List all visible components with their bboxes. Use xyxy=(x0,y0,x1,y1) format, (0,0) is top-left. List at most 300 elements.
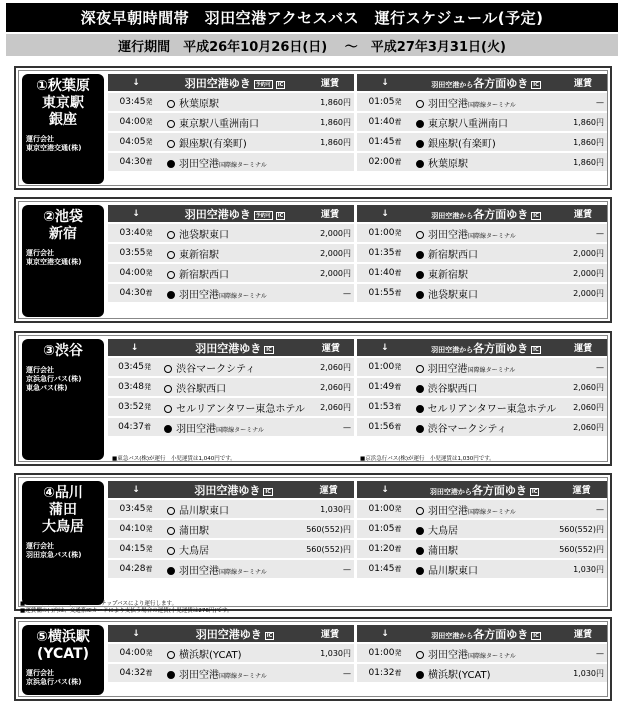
direction-header xyxy=(164,481,303,498)
table-header xyxy=(108,205,354,222)
table-row xyxy=(108,418,354,436)
fare-cell: 2,060円 xyxy=(308,378,354,396)
stop-name: 新宿駅西口 xyxy=(179,269,229,281)
table-row xyxy=(108,398,354,416)
open-circle-icon xyxy=(167,120,175,128)
table-row xyxy=(357,520,607,538)
open-circle-icon xyxy=(164,365,172,373)
fare-cell xyxy=(306,153,354,171)
stop-cell xyxy=(164,153,306,171)
table-row xyxy=(108,540,354,558)
stop-cell xyxy=(164,520,303,538)
table-header xyxy=(357,74,607,91)
stop-name: セルリアンタワー東急ホテル xyxy=(427,403,557,415)
stop-name: 羽田空港 xyxy=(179,158,219,170)
stop-cell xyxy=(413,113,559,131)
stop-cell xyxy=(161,378,308,396)
stop-name: 羽田空港 xyxy=(427,363,468,375)
arrow-header: ↓ xyxy=(108,625,164,642)
fare-cell: — xyxy=(556,500,607,518)
table-row xyxy=(357,418,607,436)
time: 01:05 xyxy=(368,524,395,534)
stop-name: 池袋駅東口 xyxy=(428,289,478,301)
dep-arr-label: 着 xyxy=(145,565,153,573)
from-haneda-table xyxy=(357,203,607,304)
stop-cell xyxy=(413,418,560,436)
arrow-header: ↓ xyxy=(108,339,161,356)
table-row xyxy=(108,358,354,376)
stop-cell xyxy=(164,644,306,662)
time: 04:30 xyxy=(119,157,146,167)
fare-header: 運賃 xyxy=(306,74,354,91)
filled-circle-icon xyxy=(416,385,424,393)
route-label xyxy=(22,339,104,460)
open-circle-icon xyxy=(167,547,175,555)
table-row xyxy=(108,644,354,662)
dep-arr-label: 発 xyxy=(145,269,153,277)
fare-cell: 2,060円 xyxy=(308,358,354,376)
stop-cell xyxy=(413,264,559,282)
filled-circle-icon xyxy=(167,567,175,575)
open-circle-icon xyxy=(167,231,175,239)
dep-arr-label: 着 xyxy=(394,249,402,257)
fare-header: 運賃 xyxy=(556,481,607,498)
filled-circle-icon xyxy=(167,160,175,168)
stop-cell xyxy=(413,153,559,171)
route-block xyxy=(14,473,612,614)
ic-card-badge: IC xyxy=(277,81,284,88)
fare-header: 運賃 xyxy=(303,481,354,498)
terminal-label: 国際線ターミナル xyxy=(467,366,516,374)
fare-cell: 1,860円 xyxy=(306,113,354,131)
fare-cell: 560(552)円 xyxy=(303,520,354,538)
table-row xyxy=(357,500,607,518)
time-cell xyxy=(357,378,413,396)
time: 04:00 xyxy=(119,648,146,658)
time-cell xyxy=(108,93,164,111)
table-header xyxy=(108,74,354,91)
fare-cell: 2,000円 xyxy=(306,244,354,262)
dep-arr-label: 着 xyxy=(145,669,153,677)
time: 01:00 xyxy=(368,504,395,514)
stop-cell xyxy=(164,500,303,518)
from-haneda-label: 各方面ゆき xyxy=(473,207,529,221)
time-cell xyxy=(357,358,413,376)
time: 03:40 xyxy=(119,228,146,238)
filled-circle-icon xyxy=(416,120,424,128)
time: 04:30 xyxy=(119,288,146,298)
ic-card-badge: IC xyxy=(533,81,539,88)
operator-name: 運行会社 羽田京急バス(株) xyxy=(26,542,82,559)
table-row xyxy=(108,378,354,396)
time-cell xyxy=(108,418,161,436)
dep-arr-label: 発 xyxy=(144,363,152,371)
fare-cell: 2,000円 xyxy=(559,284,607,302)
ic-card-badge: IC xyxy=(266,632,273,639)
stop-name: 羽田空港 xyxy=(428,649,468,661)
from-haneda-prefix: 羽田空港から xyxy=(431,80,474,89)
stop-cell xyxy=(164,560,303,578)
route-name: ④品川 蒲田 大鳥居 xyxy=(42,485,84,535)
time-cell xyxy=(108,224,164,242)
open-circle-icon xyxy=(416,651,424,659)
dep-arr-label: 着 xyxy=(394,289,402,297)
route-label xyxy=(22,74,104,184)
direction-header xyxy=(161,339,308,356)
to-haneda-table xyxy=(108,203,354,304)
time-cell xyxy=(357,520,413,538)
table-header xyxy=(108,625,354,642)
dep-arr-label: 発 xyxy=(145,118,153,126)
fare-cell: 2,000円 xyxy=(559,244,607,262)
stop-name: 品川駅東口 xyxy=(428,565,478,577)
stop-cell xyxy=(413,560,556,578)
time-cell xyxy=(108,113,164,131)
from-haneda-label: 各方面ゆき xyxy=(473,76,529,90)
ic-card-badge: IC xyxy=(533,632,539,639)
ic-card-badge: IC xyxy=(533,346,539,353)
stop-name: 蒲田駅 xyxy=(179,525,209,537)
time-cell xyxy=(108,133,164,151)
filled-circle-icon xyxy=(416,425,424,433)
filled-circle-icon xyxy=(164,425,172,433)
stop-name: 銀座駅(有楽町) xyxy=(179,138,247,150)
stop-name: 渋谷駅西口 xyxy=(176,383,227,395)
from-haneda-prefix: 羽田空港から xyxy=(431,631,474,640)
table-row xyxy=(108,664,354,682)
filled-circle-icon xyxy=(416,291,424,299)
stop-cell xyxy=(413,398,560,416)
time-cell xyxy=(357,418,413,436)
terminal-label: 国際線ターミナル xyxy=(216,426,264,434)
filled-circle-icon xyxy=(416,527,424,535)
route-block xyxy=(14,617,612,701)
stop-cell xyxy=(413,378,560,396)
stop-cell xyxy=(164,224,306,242)
fare-header: 運賃 xyxy=(306,625,354,642)
open-circle-icon xyxy=(164,405,172,413)
time: 03:45 xyxy=(119,97,146,107)
fare-cell: 1,860円 xyxy=(559,113,607,131)
dep-arr-label: 発 xyxy=(394,649,402,657)
stop-cell xyxy=(164,284,306,302)
dep-arr-label: 発 xyxy=(394,363,402,371)
fare-cell: 560(552)円 xyxy=(556,520,607,538)
dep-arr-label: 発 xyxy=(394,98,402,106)
filled-circle-icon xyxy=(416,140,424,148)
terminal-label: 国際線ターミナル xyxy=(219,568,267,576)
direction-header xyxy=(413,339,560,356)
table-row xyxy=(357,264,607,282)
time-cell xyxy=(108,500,164,518)
footnote: ■東急バス(株)が運行 小児運賃は1,040円です。 xyxy=(112,456,236,462)
stop-name: 新宿駅西口 xyxy=(428,249,478,261)
table-row xyxy=(357,358,607,376)
stop-cell xyxy=(413,244,559,262)
route-block xyxy=(14,197,612,323)
table-header xyxy=(108,339,354,356)
table-row xyxy=(108,113,354,131)
ic-card-badge: IC xyxy=(531,488,538,495)
from-haneda-label: 各方面ゆき xyxy=(471,483,527,497)
fare-cell: 2,060円 xyxy=(559,398,607,416)
table-row xyxy=(357,378,607,396)
to-haneda-label: 羽田空港ゆき xyxy=(184,76,251,90)
stop-name: 品川駅東口 xyxy=(179,505,229,517)
time: 01:20 xyxy=(368,544,395,554)
fare-cell: 1,860円 xyxy=(306,133,354,151)
dep-arr-label: 発 xyxy=(394,505,402,513)
table-row xyxy=(108,500,354,518)
time: 01:45 xyxy=(368,564,395,574)
terminal-label: 国際線ターミナル xyxy=(219,672,267,680)
to-haneda-label: 羽田空港ゆき xyxy=(195,627,262,641)
route-name: ①秋葉原 東京駅 銀座 xyxy=(36,78,90,128)
stop-cell xyxy=(161,398,308,416)
stop-name: 羽田空港 xyxy=(428,229,468,241)
time-cell xyxy=(108,153,164,171)
stop-cell xyxy=(413,284,559,302)
fare-cell: — xyxy=(559,644,607,662)
arrow-header: ↓ xyxy=(357,205,413,222)
stop-name: 横浜駅(YCAT) xyxy=(179,649,242,661)
direction-header xyxy=(413,481,556,498)
route-block xyxy=(14,331,612,466)
table-row xyxy=(108,520,354,538)
time: 01:32 xyxy=(368,668,395,678)
dep-arr-label: 着 xyxy=(394,525,402,533)
stop-name: 大鳥居 xyxy=(428,525,458,537)
time-cell xyxy=(357,133,413,151)
stop-name: 蒲田駅 xyxy=(428,545,458,557)
dep-arr-label: 発 xyxy=(145,505,153,513)
fare-cell: 2,060円 xyxy=(559,418,607,436)
fare-cell: — xyxy=(306,664,354,682)
table-row xyxy=(357,664,607,682)
stop-name: 羽田空港 xyxy=(428,98,468,110)
time: 04:28 xyxy=(119,564,146,574)
dep-arr-label: 着 xyxy=(394,423,402,431)
stop-name: 羽田空港 xyxy=(179,669,219,681)
time: 01:40 xyxy=(368,117,395,127)
from-haneda-label: 各方面ゆき xyxy=(473,627,529,641)
time-cell xyxy=(108,284,164,302)
table-row xyxy=(357,244,607,262)
stop-cell xyxy=(164,133,306,151)
filled-circle-icon xyxy=(416,567,424,575)
reserve-badge: 予約可 xyxy=(255,212,271,219)
filled-circle-icon xyxy=(416,405,424,413)
footnote: ■ノンステップバスまたはワンステップバスにより運行します。 xyxy=(20,601,178,607)
open-circle-icon xyxy=(416,231,424,239)
fare-header: 運賃 xyxy=(308,339,354,356)
to-haneda-table xyxy=(108,479,354,580)
filled-circle-icon xyxy=(167,291,175,299)
stop-cell xyxy=(413,133,559,151)
table-row xyxy=(108,284,354,302)
direction-header xyxy=(413,625,559,642)
to-haneda-label: 羽田空港ゆき xyxy=(184,207,251,221)
fare-cell: — xyxy=(303,560,354,578)
operator-name: 運行会社 東京空港交通(株) xyxy=(26,135,82,152)
stop-name: 羽田空港 xyxy=(176,423,217,435)
stop-name: 羽田空港 xyxy=(428,505,468,517)
operation-period: 運行期間 平成26年10月26日(日) ～ 平成27年3月31日(火) xyxy=(6,34,618,56)
stop-cell xyxy=(161,358,308,376)
time: 01:05 xyxy=(368,97,395,107)
arrow-header: ↓ xyxy=(108,205,164,222)
arrow-header: ↓ xyxy=(108,481,164,498)
to-haneda-table xyxy=(108,623,354,684)
time: 04:00 xyxy=(119,117,146,127)
time-cell xyxy=(108,358,161,376)
fare-cell: 1,030円 xyxy=(556,560,607,578)
stop-cell xyxy=(164,664,306,682)
terminal-label: 国際線ターミナル xyxy=(468,652,516,660)
arrow-header: ↓ xyxy=(357,74,413,91)
time-cell xyxy=(108,398,161,416)
stop-name: 東京駅八重洲南口 xyxy=(179,118,259,130)
stop-name: 銀座駅(有楽町) xyxy=(428,138,496,150)
stop-cell xyxy=(413,664,559,682)
fare-cell: 2,000円 xyxy=(559,264,607,282)
fare-header: 運賃 xyxy=(559,339,607,356)
fare-cell: — xyxy=(559,93,607,111)
ic-card-badge: IC xyxy=(265,488,271,495)
open-circle-icon xyxy=(167,507,175,515)
time-cell xyxy=(357,644,413,662)
time: 01:49 xyxy=(368,382,395,392)
stop-name: 渋谷マークシティ xyxy=(176,363,256,375)
fare-cell: — xyxy=(559,358,607,376)
stop-name: セルリアンタワー東急ホテル xyxy=(176,403,305,415)
time-cell xyxy=(357,284,413,302)
fare-cell: 1,030円 xyxy=(303,500,354,518)
time-cell xyxy=(108,664,164,682)
time: 01:53 xyxy=(368,402,395,412)
open-circle-icon xyxy=(164,385,172,393)
terminal-label: 国際線ターミナル xyxy=(468,508,516,516)
time-cell xyxy=(357,264,413,282)
time: 03:48 xyxy=(118,382,145,392)
fare-cell: 560(552)円 xyxy=(303,540,354,558)
route-label xyxy=(22,481,104,605)
time-cell xyxy=(357,664,413,682)
from-haneda-table xyxy=(357,337,607,438)
stop-cell xyxy=(164,93,306,111)
fare-cell: 2,000円 xyxy=(306,224,354,242)
stop-cell xyxy=(413,93,559,111)
table-row xyxy=(357,644,607,662)
time: 01:45 xyxy=(368,137,395,147)
direction-header xyxy=(164,205,306,222)
time-cell xyxy=(357,93,413,111)
time: 01:35 xyxy=(368,248,395,258)
ic-card-badge: IC xyxy=(533,212,539,219)
table-row xyxy=(357,93,607,111)
dep-arr-label: 発 xyxy=(145,545,153,553)
footnote: ■運賃欄の( )内は、交通系ICカードにより支払う場合の運賃(小児運賃は276円)です。 xyxy=(20,608,233,614)
stop-name: 渋谷駅西口 xyxy=(427,383,478,395)
arrow-header: ↓ xyxy=(357,339,413,356)
time: 04:37 xyxy=(118,422,145,432)
dep-arr-label: 発 xyxy=(145,525,153,533)
fare-cell: 2,060円 xyxy=(559,378,607,396)
fare-cell: — xyxy=(559,224,607,242)
time: 01:00 xyxy=(368,228,395,238)
dep-arr-label: 着 xyxy=(394,138,402,146)
filled-circle-icon xyxy=(416,547,424,555)
time-cell xyxy=(108,264,164,282)
time-cell xyxy=(108,644,164,662)
page-title: 深夜早朝時間帯 羽田空港アクセスバス 運行スケジュール(予定) xyxy=(6,3,618,32)
stop-cell xyxy=(161,418,308,436)
dep-arr-label: 発 xyxy=(144,383,152,391)
dep-arr-label: 着 xyxy=(145,289,153,297)
filled-circle-icon xyxy=(416,671,424,679)
time-cell xyxy=(357,113,413,131)
ic-card-badge: IC xyxy=(266,346,272,353)
stop-cell xyxy=(413,540,556,558)
fare-cell: 560(552)円 xyxy=(556,540,607,558)
table-header xyxy=(357,205,607,222)
stop-name: 羽田空港 xyxy=(179,565,219,577)
dep-arr-label: 着 xyxy=(394,565,402,573)
open-circle-icon xyxy=(416,507,424,515)
from-haneda-table xyxy=(357,72,607,173)
table-header xyxy=(357,481,607,498)
table-row xyxy=(357,153,607,171)
route-name: ③渋谷 xyxy=(43,343,83,359)
dep-arr-label: 着 xyxy=(394,158,402,166)
fare-header: 運賃 xyxy=(306,205,354,222)
time-cell xyxy=(357,398,413,416)
dep-arr-label: 発 xyxy=(145,649,153,657)
footnote: ■京浜急行バス(株)が運行 小児運賃は1,030円です。 xyxy=(360,456,495,462)
fare-header: 運賃 xyxy=(559,625,607,642)
table-row xyxy=(357,540,607,558)
ic-card-badge: IC xyxy=(277,212,284,219)
fare-cell: 2,060円 xyxy=(308,398,354,416)
time: 01:00 xyxy=(368,648,395,658)
table-header xyxy=(108,481,354,498)
time: 04:15 xyxy=(119,544,146,554)
open-circle-icon xyxy=(167,251,175,259)
time-cell xyxy=(108,540,164,558)
terminal-label: 国際線ターミナル xyxy=(468,232,516,240)
stop-name: 秋葉原駅 xyxy=(428,158,468,170)
time: 03:52 xyxy=(118,402,145,412)
route-label xyxy=(22,205,104,317)
stop-name: 渋谷マークシティ xyxy=(427,423,507,435)
time-cell xyxy=(108,560,164,578)
dep-arr-label: 発 xyxy=(145,138,153,146)
time-cell xyxy=(357,224,413,242)
time: 03:45 xyxy=(119,504,146,514)
operator-name: 運行会社 京浜急行バス(株) 東急バス(株) xyxy=(26,366,82,392)
fare-cell: 1,860円 xyxy=(306,93,354,111)
time-cell xyxy=(357,500,413,518)
terminal-label: 国際線ターミナル xyxy=(219,161,267,169)
time: 01:55 xyxy=(368,288,395,298)
dep-arr-label: 着 xyxy=(394,118,402,126)
time-cell xyxy=(108,378,161,396)
stop-name: 東京駅八重洲南口 xyxy=(428,118,508,130)
stop-name: 大鳥居 xyxy=(179,545,209,557)
fare-cell: 1,860円 xyxy=(559,153,607,171)
table-header xyxy=(357,625,607,642)
stop-cell xyxy=(164,540,303,558)
